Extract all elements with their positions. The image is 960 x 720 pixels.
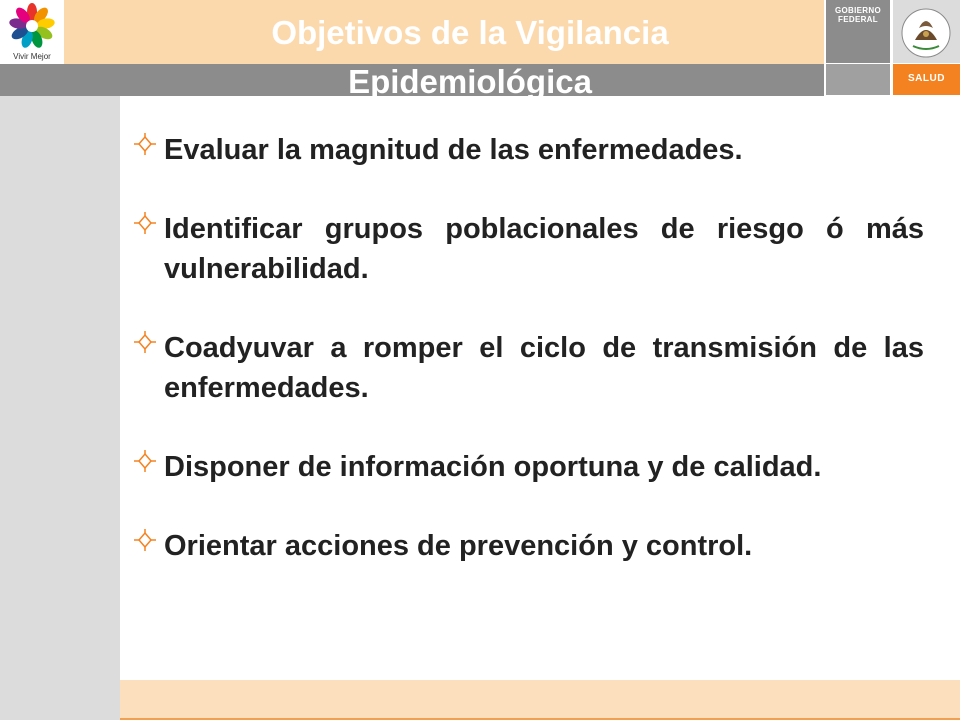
left-column	[0, 96, 120, 720]
list-item	[134, 526, 924, 566]
list-item	[134, 447, 924, 487]
diamond-bullet-icon	[134, 331, 156, 353]
page-title: Objetivos de la Vigilancia Epidemiológica	[271, 14, 669, 100]
mexico-seal-icon	[893, 0, 960, 63]
list-item-text: Coadyuvar a romper el ciclo de transmisión de las enfermedades.	[164, 332, 924, 404]
footer-band	[120, 680, 960, 720]
objectives-list	[134, 130, 924, 566]
diamond-bullet-icon	[134, 450, 156, 472]
vivir-mejor-logo	[0, 0, 64, 64]
diamond-bullet-icon	[134, 212, 156, 234]
list-item-text: Identificar grupos poblacionales de riesgo ó más vulnerabilidad.	[164, 213, 924, 285]
diamond-bullet-icon	[134, 529, 156, 551]
eagle-seal-icon	[893, 0, 960, 63]
vivir-mejor-logo-icon	[0, 0, 64, 52]
gobierno-federal-label: GOBIERNO FEDERAL	[835, 6, 881, 24]
list-item-text: Evaluar la magnitud de las enfermedades.	[164, 134, 743, 166]
list-item	[134, 130, 924, 170]
list-item	[134, 209, 924, 289]
list-item	[134, 328, 924, 408]
salud-label: SALUD	[908, 73, 945, 84]
diamond-bullet-icon	[134, 133, 156, 155]
list-item-text: Disponer de información oportuna y de calidad.	[164, 451, 822, 483]
list-item-text: Orientar acciones de prevención y control.	[164, 530, 753, 562]
vivir-mejor-label: Vivir Mejor	[13, 52, 51, 61]
gov-gray-strip	[826, 64, 890, 95]
